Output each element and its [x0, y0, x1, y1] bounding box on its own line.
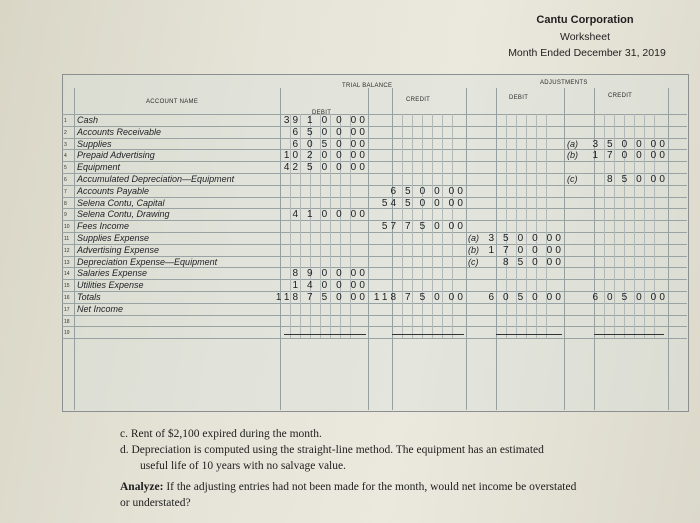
tb-debit-total-underline	[284, 334, 366, 335]
account-name: Advertising Expense	[77, 244, 160, 255]
row-number: 14	[64, 271, 70, 278]
column-header-tb-credit: CREDIT	[406, 97, 431, 103]
tb-credit-amount: 57 7 5 0 00	[381, 221, 466, 233]
row-number: 9	[64, 212, 67, 219]
worksheet-title: Worksheet	[560, 31, 610, 43]
adj-debit-ref: (a)	[468, 233, 479, 243]
row-number: 16	[64, 295, 70, 301]
tb-credit-amount: 6 5 0 0 00	[390, 185, 466, 197]
account-name: Selena Contu, Drawing	[77, 209, 170, 220]
note-d-line1: d. Depreciation is computed using the straight-line method. The equipment has an estimated	[120, 444, 544, 456]
adj-credit-amount: 6 0 5 0 00	[592, 292, 668, 303]
row-number: 6	[64, 177, 67, 183]
adj-credit-total-underline	[594, 334, 664, 335]
row-number: 2	[64, 129, 67, 136]
column-header-adjustments: ADJUSTMENTS	[540, 80, 588, 86]
tb-debit-amount: 42 5 0 0 00	[283, 162, 368, 174]
account-name: Totals	[77, 292, 101, 302]
account-name: Selena Contu, Capital	[77, 197, 165, 208]
worksheet-period: Month Ended December 31, 2019	[508, 47, 666, 59]
adj-debit-amount: 3 5 0 0 00	[488, 233, 564, 244]
tb-debit-amount: 8 9 0 0 00	[292, 268, 368, 280]
account-name: Prepaid Advertising	[77, 150, 155, 161]
row-number: 19	[64, 330, 70, 337]
row-number: 13	[64, 259, 70, 266]
analyze-question: If the adjusting entries had not been made for the month, would net income be overstated	[163, 481, 577, 493]
column-divider	[74, 88, 75, 410]
digit-divider	[506, 114, 507, 338]
digit-divider	[526, 114, 527, 338]
account-name: Accounts Receivable	[77, 126, 162, 137]
column-divider	[466, 88, 467, 410]
adj-credit-amount: 8 5 0 00	[607, 174, 668, 185]
tb-debit-amount: 10 2 0 0 00	[283, 150, 368, 162]
tb-debit-amount: 118 7 5 0 00	[275, 292, 368, 303]
adj-debit-total-underline	[496, 334, 562, 335]
analyze-line1	[120, 481, 576, 493]
column-header-account-name: ACCOUNT NAME	[146, 99, 199, 105]
account-name: Accumulated Depreciation—Equipment	[77, 174, 235, 184]
row-number: 8	[64, 200, 67, 207]
row-number: 18	[64, 318, 70, 325]
adj-credit-amount: 3 5 0 0 00	[592, 138, 668, 150]
digit-divider	[516, 114, 517, 338]
row-number: 10	[64, 224, 70, 231]
analyze-label: Analyze:	[120, 481, 164, 493]
account-name: Salaries Expense	[77, 268, 148, 279]
adj-debit-amount: 6 0 5 0 00	[488, 292, 564, 303]
column-header-adj-debit: DEBIT	[509, 95, 529, 101]
adj-credit-ref: (c)	[567, 174, 578, 184]
row-number: 5	[64, 165, 67, 172]
account-name: Utilities Expense	[77, 280, 144, 291]
row-number: 17	[64, 306, 70, 313]
company-name: Cantu Corporation	[536, 14, 634, 26]
account-name: Accounts Payable	[77, 185, 150, 196]
digit-divider	[536, 114, 537, 338]
tb-credit-amount: 54 5 0 0 00	[381, 197, 466, 209]
adj-debit-ref: (b)	[468, 244, 479, 255]
tb-debit-amount: 4 1 0 0 00	[292, 209, 368, 221]
digit-divider	[546, 114, 547, 338]
account-name: Depreciation Expense—Equipment	[77, 256, 218, 267]
adj-debit-amount: 8 5 0 00	[503, 256, 564, 268]
adj-credit-ref: (b)	[567, 150, 578, 161]
column-header-trial-balance: TRIAL BALANCE	[342, 83, 393, 89]
note-d-line2: useful life of 10 years with no salvage value.	[140, 460, 346, 472]
row-number: 7	[64, 188, 67, 195]
adj-credit-ref: (a)	[567, 138, 578, 149]
account-name: Net Income	[77, 303, 124, 314]
tb-credit-total-underline	[392, 334, 464, 335]
account-name: Equipment	[77, 162, 121, 173]
row-number: 12	[64, 247, 70, 254]
account-name: Fees Income	[77, 221, 130, 232]
column-divider	[594, 88, 595, 410]
tb-debit-amount: 6 0 5 0 00	[292, 138, 368, 150]
account-name: Supplies	[77, 138, 112, 149]
note-c: c. Rent of $2,100 expired during the month.	[120, 428, 322, 440]
tb-debit-amount: 6 5 0 0 00	[292, 126, 368, 138]
column-divider	[564, 88, 565, 410]
tb-credit-amount: 118 7 5 0 00	[373, 292, 466, 303]
column-header-adj-credit: CREDIT	[608, 93, 633, 99]
row-number: 3	[64, 141, 67, 148]
account-name: Supplies Expense	[77, 233, 150, 243]
column-divider	[668, 88, 669, 410]
account-name: Cash	[77, 115, 99, 125]
column-divider	[392, 88, 393, 410]
adj-credit-amount: 1 7 0 0 00	[592, 150, 668, 162]
row-number: 11	[64, 236, 70, 242]
adj-debit-amount: 1 7 0 0 00	[488, 244, 564, 256]
row-number: 4	[64, 153, 67, 160]
tb-debit-amount: 1 4 0 0 00	[292, 280, 368, 292]
analyze-line2: or understated?	[120, 497, 191, 509]
column-divider	[368, 88, 369, 410]
row-number: 15	[64, 283, 70, 290]
tb-debit-amount: 39 1 0 0 00	[283, 115, 368, 126]
column-header-tb-debit: DEBIT	[312, 110, 332, 116]
row-number: 1	[64, 118, 67, 124]
adj-debit-ref: (c)	[468, 256, 479, 267]
